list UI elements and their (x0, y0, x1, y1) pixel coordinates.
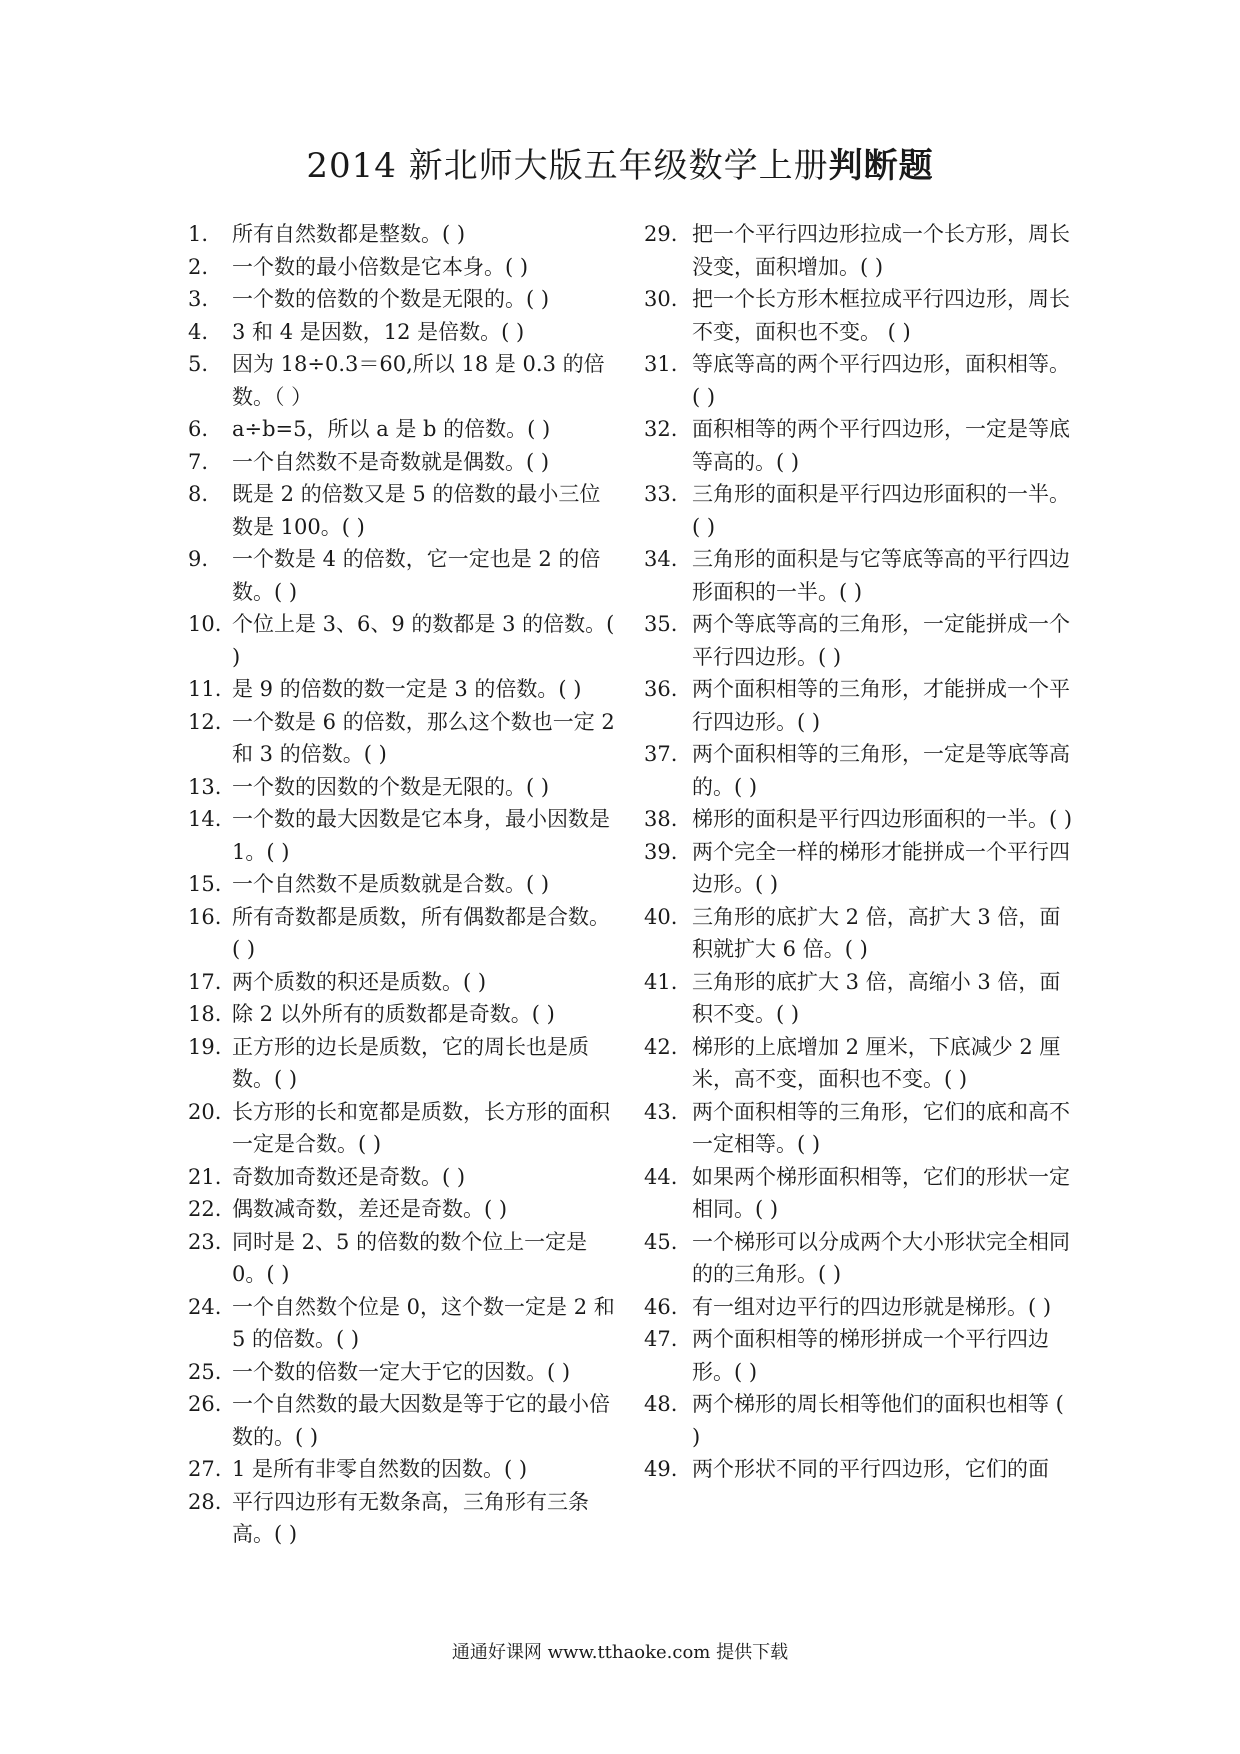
question-text: 两个面积相等的三角形，一定是等底等高的。( ) (692, 742, 1070, 799)
question-item (188, 706, 618, 771)
question-text: 把一个平行四边形拉成一个长方形，周长没变，面积增加。( ) (692, 222, 1070, 279)
question-text: 一个梯形可以分成两个大小形状完全相同的的三角形。( ) (692, 1229, 1070, 1286)
question-text: 一个数是 4 的倍数，它一定也是 2 的倍数。( ) (232, 547, 601, 604)
title-prefix: 2014 新北师大版五年级数学上册 (306, 146, 829, 186)
question-text: 因为 18÷0.3＝60,所以 18 是 0.3 的倍数。（ ） (232, 352, 605, 409)
question-text: 奇数加奇数还是奇数。( ) (232, 1164, 466, 1189)
question-number: 20. (188, 1099, 222, 1124)
question-item (644, 836, 1078, 901)
question-text: 如果两个梯形面积相等，它们的形状一定相同。( ) (692, 1164, 1070, 1221)
question-text: a÷b=5，所以 a 是 b 的倍数。( ) (232, 417, 551, 441)
question-number: 26. (188, 1392, 222, 1416)
question-number: 46. (644, 1294, 678, 1319)
question-number: 29. (644, 222, 678, 246)
question-text: 长方形的长和宽都是质数，长方形的面积一定是合数。( ) (232, 1099, 610, 1156)
question-text: 一个自然数不是质数就是合数。( ) (232, 872, 550, 896)
question-number: 32. (644, 417, 678, 441)
question-item (188, 998, 618, 1031)
question-item (644, 901, 1078, 966)
question-number: 27. (188, 1457, 222, 1481)
question-item (188, 901, 618, 966)
question-text: 有一组对边平行的四边形就是梯形。( ) (692, 1294, 1052, 1319)
question-number: 34. (644, 547, 678, 571)
question-text: 梯形的上底增加 2 厘米，下底减少 2 厘米，高不变，面积也不变。( ) (692, 1034, 1061, 1091)
question-text: 一个数的最大因数是它本身，最小因数是 1。( ) (232, 807, 610, 864)
page-title (0, 138, 1240, 187)
question-number: 45. (644, 1229, 678, 1254)
question-number: 12. (188, 709, 222, 734)
question-number: 43. (644, 1099, 678, 1124)
question-number: 33. (644, 482, 678, 506)
question-number: 47. (644, 1327, 678, 1351)
question-number: 37. (644, 742, 678, 766)
question-item (188, 1096, 618, 1161)
question-number: 42. (644, 1034, 678, 1059)
question-number: 22. (188, 1197, 222, 1221)
question-text: 两个等底等高的三角形，一定能拼成一个平行四边形。( ) (692, 612, 1070, 669)
question-text: 既是 2 的倍数又是 5 的倍数的最小三位数是 100。( ) (232, 482, 601, 539)
question-text: 个位上是 3、6、9 的数都是 3 的倍数。( ) (232, 612, 615, 669)
question-number: 7. (188, 449, 209, 474)
question-text: 一个自然数个位是 0，这个数一定是 2 和 5 的倍数。( ) (232, 1294, 615, 1351)
question-item (644, 608, 1078, 673)
question-number: 21. (188, 1164, 222, 1189)
question-item (188, 1356, 618, 1389)
question-text: 等底等高的两个平行四边形，面积相等。( ) (692, 352, 1070, 409)
question-number: 48. (644, 1392, 678, 1416)
title-bold: 判断题 (828, 146, 934, 186)
question-text: 所有奇数都是质数，所有偶数都是合数。( ) (232, 904, 610, 961)
question-text: 两个面积相等的三角形，它们的底和高不一定相等。( ) (692, 1099, 1070, 1156)
question-item (188, 771, 618, 804)
question-number: 9. (188, 547, 209, 571)
question-item (188, 413, 618, 446)
question-item (188, 543, 618, 608)
question-number: 35. (644, 612, 678, 636)
question-number: 14. (188, 807, 222, 831)
question-number: 4. (188, 319, 209, 344)
question-number: 8. (188, 482, 209, 506)
question-text: 三角形的面积是平行四边形面积的一半。( ) (692, 482, 1070, 539)
question-number: 18. (188, 1002, 222, 1026)
question-text: 两个质数的积还是质数。( ) (232, 969, 487, 994)
question-text: 一个自然数不是奇数就是偶数。( ) (232, 449, 550, 474)
question-item (188, 446, 618, 479)
question-item (644, 803, 1078, 836)
question-number: 30. (644, 287, 678, 311)
question-number: 24. (188, 1294, 222, 1319)
question-item (188, 1031, 618, 1096)
question-text: 把一个长方形木框拉成平行四边形，周长不变，面积也不变。 ( ) (692, 287, 1070, 344)
question-item (644, 478, 1078, 543)
question-number: 39. (644, 839, 678, 864)
question-number: 2. (188, 254, 209, 279)
question-item (188, 283, 618, 316)
question-item (644, 1096, 1078, 1161)
question-text: 一个数的倍数的个数是无限的。( ) (232, 287, 550, 311)
question-item (644, 673, 1078, 738)
question-text: 一个数的因数的个数是无限的。( ) (232, 774, 550, 799)
question-item (188, 1388, 618, 1453)
question-text: 两个面积相等的三角形，才能拼成一个平行四边形。( ) (692, 677, 1070, 734)
question-number: 13. (188, 774, 222, 799)
question-text: 是 9 的倍数的数一定是 3 的倍数。( ) (232, 677, 582, 701)
question-number: 28. (188, 1489, 222, 1514)
question-item (644, 1161, 1078, 1226)
question-text: 平行四边形有无数条高，三角形有三条高。( ) (232, 1489, 589, 1546)
question-number: 1. (188, 222, 209, 246)
question-text: 两个完全一样的梯形才能拼成一个平行四边形。( ) (692, 839, 1070, 896)
question-text: 两个形状不同的平行四边形，它们的面 (692, 1457, 1049, 1481)
question-number: 36. (644, 677, 678, 701)
question-item (644, 413, 1078, 478)
question-item (644, 1226, 1078, 1291)
question-text: 除 2 以外所有的质数都是奇数。( ) (232, 1002, 555, 1026)
question-item (188, 218, 618, 251)
question-item (644, 1388, 1078, 1453)
question-number: 38. (644, 807, 678, 831)
question-item (188, 868, 618, 901)
question-text: 两个梯形的周长相等他们的面积也相等 ( ) (692, 1392, 1064, 1449)
question-item (188, 1161, 618, 1194)
question-item (188, 1291, 618, 1356)
question-item (644, 738, 1078, 803)
question-number: 44. (644, 1164, 678, 1189)
question-number: 5. (188, 352, 209, 376)
question-list-left (188, 218, 618, 1551)
question-number: 31. (644, 352, 678, 376)
question-text: 偶数减奇数，差还是奇数。( ) (232, 1197, 508, 1221)
question-text: 所有自然数都是整数。( ) (232, 222, 466, 246)
question-text: 两个面积相等的梯形拼成一个平行四边形。( ) (692, 1327, 1049, 1384)
question-text: 一个自然数的最大因数是等于它的最小倍数的。( ) (232, 1392, 610, 1449)
question-item (644, 966, 1078, 1031)
question-item (188, 803, 618, 868)
question-item (644, 1031, 1078, 1096)
question-item (188, 608, 618, 673)
question-item (188, 348, 618, 413)
question-item (188, 316, 618, 349)
question-text: 三角形的底扩大 2 倍，高扩大 3 倍，面积就扩大 6 倍。( ) (692, 904, 1061, 961)
question-item (188, 1486, 618, 1551)
question-item (644, 1291, 1078, 1324)
question-text: 梯形的面积是平行四边形面积的一半。( ) (692, 807, 1073, 831)
question-text: 一个数是 6 的倍数，那么这个数也一定 2 和 3 的倍数。( ) (232, 709, 615, 766)
question-number: 6. (188, 417, 209, 441)
page-footer: 通通好课网 www.tthaoke.com 提供下载 (451, 1642, 789, 1663)
question-item (644, 348, 1078, 413)
question-item (188, 1193, 618, 1226)
question-item (644, 1323, 1078, 1388)
question-text: 3 和 4 是因数，12 是倍数。( ) (232, 319, 525, 344)
question-number: 40. (644, 904, 678, 929)
question-text: 面积相等的两个平行四边形，一定是等底等高的。( ) (692, 417, 1070, 474)
question-number: 11. (188, 677, 222, 701)
question-number: 15. (188, 872, 222, 896)
question-item (188, 1453, 618, 1486)
question-item (188, 966, 618, 999)
question-text: 三角形的面积是与它等底等高的平行四边形面积的一半。( ) (692, 547, 1070, 604)
question-item (644, 1453, 1078, 1486)
question-text: 正方形的边长是质数，它的周长也是质数。( ) (232, 1034, 589, 1091)
question-text: 三角形的底扩大 3 倍，高缩小 3 倍，面积不变。( ) (692, 969, 1061, 1026)
question-item (188, 673, 618, 706)
question-item (188, 1226, 618, 1291)
question-item (644, 543, 1078, 608)
question-number: 3. (188, 287, 209, 311)
question-text: 同时是 2、5 的倍数的数个位上一定是 0。( ) (232, 1229, 588, 1286)
question-text: 一个数的倍数一定大于它的因数。( ) (232, 1359, 571, 1384)
question-number: 17. (188, 969, 222, 994)
question-number: 19. (188, 1034, 222, 1059)
question-item (188, 478, 618, 543)
question-number: 23. (188, 1229, 222, 1254)
question-item (644, 218, 1078, 283)
question-item (188, 251, 618, 284)
question-text: 一个数的最小倍数是它本身。( ) (232, 254, 529, 279)
question-text: 1 是所有非零自然数的因数。( ) (232, 1457, 528, 1481)
question-item (644, 283, 1078, 348)
question-number: 41. (644, 969, 678, 994)
question-number: 49. (644, 1457, 678, 1481)
question-list-right (644, 218, 1078, 1486)
question-number: 16. (188, 904, 222, 929)
question-number: 10. (188, 612, 222, 636)
question-number: 25. (188, 1359, 222, 1384)
